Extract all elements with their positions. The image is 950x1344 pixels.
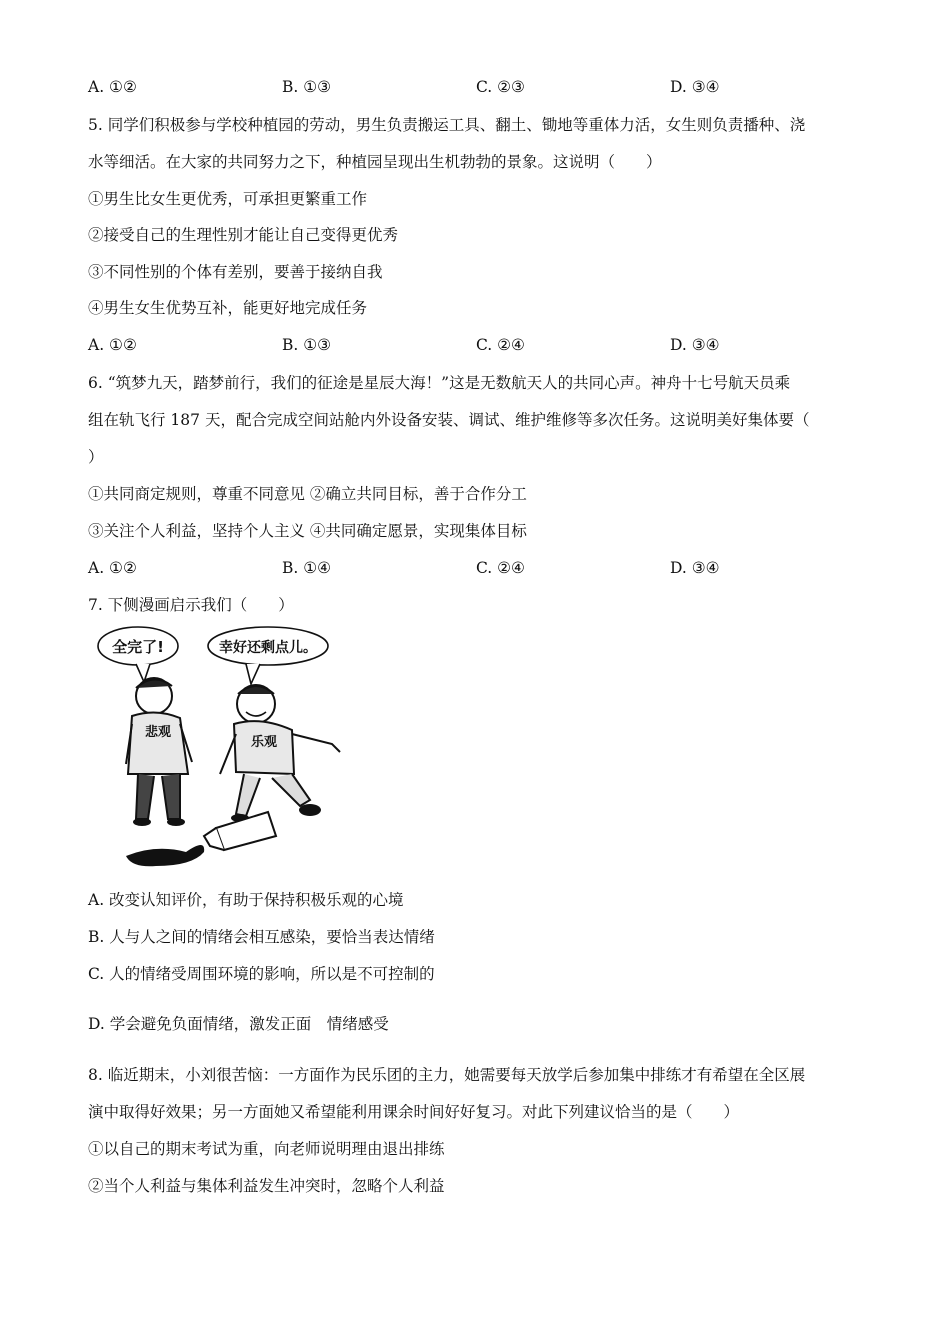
q4-option-d: D. ③④ <box>670 78 720 96</box>
speech-bubble-right <box>208 627 328 684</box>
q5-option-a: A. ①② <box>88 336 137 354</box>
q5-item-3: ③不同性别的个体有差别，要善于接纳自我 <box>88 263 383 281</box>
q7-option-d: D. 学会避免负面情绪，激发正面 情绪感受 <box>88 1015 389 1033</box>
q8-stem-line-1: 8. 临近期末，小刘很苦恼：一方面作为民乐团的主力，她需要每天放学后参加集中排练才有希望在全区展 <box>88 1066 806 1084</box>
bubble-right-text: 幸好还剩点儿。 <box>219 640 317 656</box>
q4-option-c: C. ②③ <box>476 78 525 96</box>
q7-option-a: A. 改变认知评价，有助于保持积极乐观的心境 <box>88 891 404 909</box>
q5-option-c: C. ②④ <box>476 336 525 354</box>
q5-stem-line-2: 水等细活。在大家的共同努力之下，种植园呈现出生机勃勃的景象。这说明（ ） <box>88 153 662 171</box>
q5-option-d: D. ③④ <box>670 336 720 354</box>
q7-option-c: C. 人的情绪受周围环境的影响，所以是不可控制的 <box>88 965 435 983</box>
q6-stem-line-3: ） <box>88 448 104 466</box>
q6-options <box>88 557 868 579</box>
q6-item-2: ③关注个人利益，坚持个人主义 ④共同确定愿景，实现集体目标 <box>88 522 527 540</box>
label-optimist: 乐观 <box>250 735 278 750</box>
q6-option-b: B. ①④ <box>282 559 332 577</box>
label-pessimist: 悲观 <box>144 725 172 740</box>
optimist-figure <box>220 685 340 822</box>
q8-item-2: ②当个人利益与集体利益发生冲突时，忽略个人利益 <box>88 1177 445 1195</box>
q6-option-c: C. ②④ <box>476 559 525 577</box>
q8-item-1: ①以自己的期末考试为重，向老师说明理由退出排练 <box>88 1140 445 1158</box>
bubble-left-text: 全完了! <box>112 638 164 656</box>
pessimist-figure <box>126 678 192 826</box>
comic-illustration <box>96 624 366 874</box>
q7-stem: 7. 下侧漫画启示我们（ ） <box>88 596 294 614</box>
q5-item-2: ②接受自己的生理性别才能让自己变得更优秀 <box>88 226 399 244</box>
q5-option-b: B. ①③ <box>282 336 332 354</box>
q4-option-a: A. ①② <box>88 78 137 96</box>
q6-item-1: ①共同商定规则，尊重不同意见 ②确立共同目标，善于合作分工 <box>88 485 527 503</box>
q6-stem-line-1: 6. “筑梦九天，踏梦前行，我们的征途是星辰大海！”这是无数航天人的共同心声。神舟十七号航天员乘 <box>88 374 791 392</box>
speech-bubble-left <box>98 627 178 682</box>
q5-options <box>88 334 868 356</box>
q7-option-b: B. 人与人之间的情绪会相互感染，要恰当表达情绪 <box>88 928 435 946</box>
q5-item-1: ①男生比女生更优秀，可承担更繁重工作 <box>88 190 368 208</box>
q4-options <box>88 76 868 98</box>
q4-option-b: B. ①③ <box>282 78 332 96</box>
q6-option-d: D. ③④ <box>670 559 720 577</box>
q6-stem-line-2: 组在轨飞行 187 天，配合完成空间站舱内外设备安装、调试、维护维修等多次任务。这说明美好集体要（ <box>88 411 810 429</box>
q8-stem-line-2: 演中取得好效果；另一方面她又希望能利用课余时间好好复习。对此下列建议恰当的是（ ） <box>88 1103 740 1121</box>
q6-option-a: A. ①② <box>88 559 137 577</box>
q5-stem-line-1: 5. 同学们积极参与学校种植园的劳动，男生负责搬运工具、翻土、锄地等重体力活，女生则负责播种、浇 <box>88 116 806 134</box>
q5-item-4: ④男生女生优势互补，能更好地完成任务 <box>88 299 368 317</box>
